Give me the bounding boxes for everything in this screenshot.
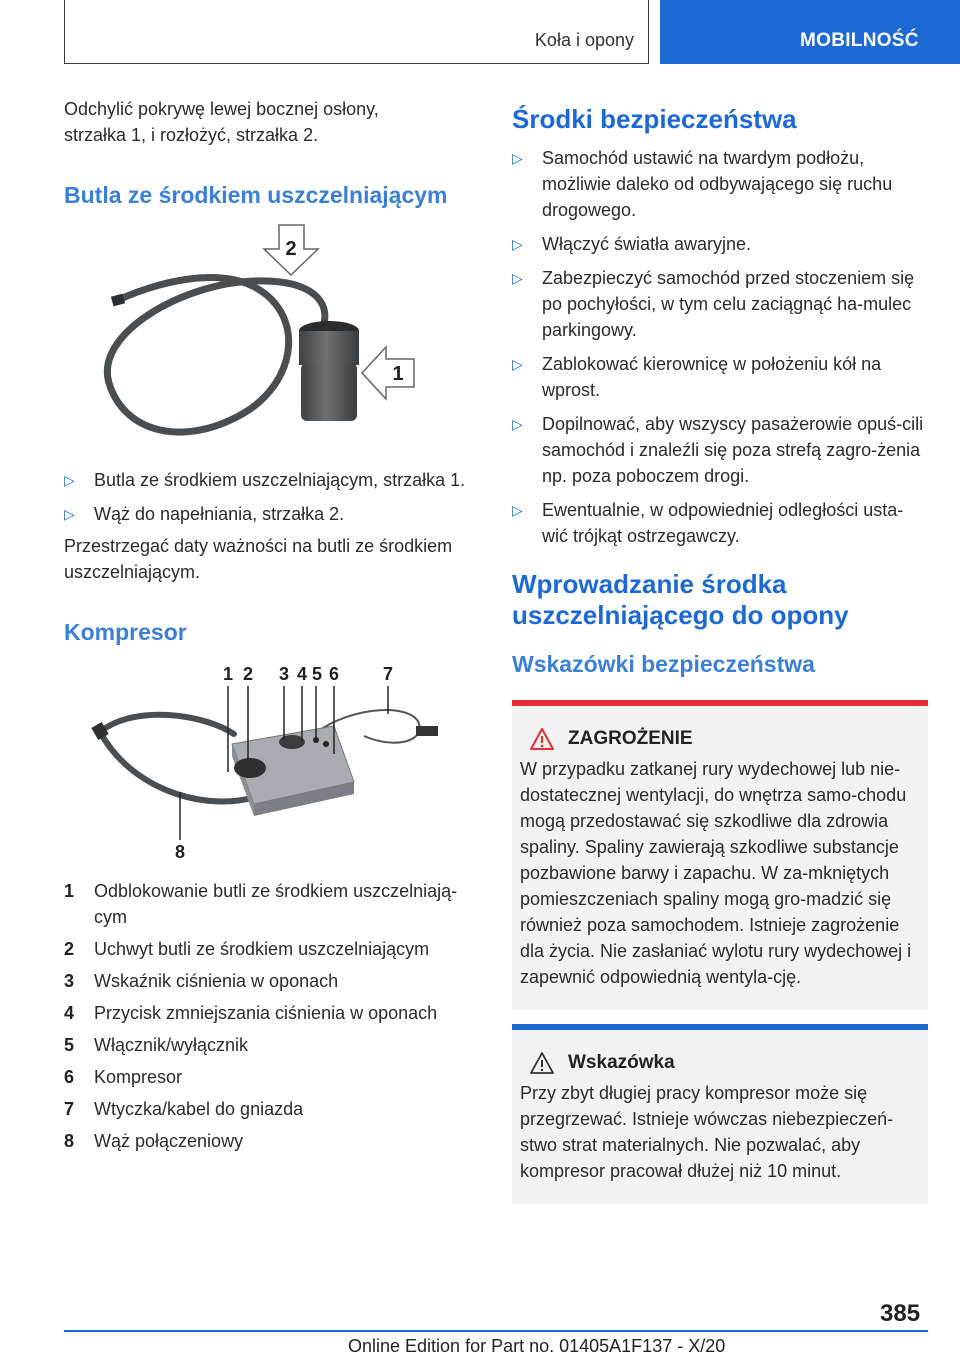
safety-bullets: [512, 145, 928, 549]
bottle-body: [301, 363, 357, 421]
list-item: 6 Kompresor: [64, 1067, 183, 1087]
list-item: 3 Wskaźnik ciśnienia w oponach: [64, 971, 339, 991]
triangle-bullet-icon: ▷: [64, 506, 75, 522]
bullet-item: ▷ Zablokować kierownicę w położeniu kół na wprost.: [512, 351, 928, 403]
header-chapter-box: [660, 0, 960, 64]
sealant-bottle-figure: [64, 223, 480, 453]
arrow-2: [264, 225, 318, 275]
triangle-bullet-icon: ▷: [512, 270, 523, 286]
hint-notice-header: [530, 1052, 920, 1074]
power-switch: [323, 741, 329, 747]
callout-4: 4: [296, 664, 308, 684]
section-title: Koła i opony: [534, 30, 634, 50]
danger-text: W przypadku zatkanej rury wydechowej lub nie‐dostatecznej wentylacji, do wnętrza samo‐chodu mogą przedostawać się szkodliwe dla zdrowia spaliny. Spaliny zawierają szkodliwe substancje pozbawione barwy i zapachu. W za‐mkniętych pomieszczeniach spaliny mogą gro‐madzić się również poza samochodem. Istnieje zagrożenie dla życia. Nie zasłaniać wylotu rury wydechowej i zapewnić odpowiednią wentyla‐cję.: [520, 759, 912, 987]
callout-3: 3: [278, 664, 290, 684]
danger-notice-header: [530, 728, 920, 750]
bullet-item: ▷ Butla ze środkiem uszczelniającym, strzałka 1.: [64, 467, 480, 493]
compressor-figure: [64, 664, 480, 864]
triangle-bullet-icon: ▷: [512, 502, 523, 518]
right-column: [512, 104, 928, 1204]
warning-triangle-icon: [530, 728, 554, 750]
intro-sealant-heading: Wprowadzanie środka uszczelniającego do opony: [512, 569, 849, 630]
list-item: 4 Przycisk zmniejszania ciśnienia w oponach: [64, 1003, 438, 1023]
arrow-2-label: 2: [285, 238, 297, 260]
expiry-note: Przestrzegać daty ważności na butli ze środkiem uszczelniającym.: [64, 536, 453, 582]
list-item: 8 Wąż połączeniowy: [64, 1131, 244, 1151]
callout-6: 6: [328, 664, 340, 684]
callout-7: 7: [382, 664, 394, 684]
bullet-item: ▷ Wąż do napełniania, strzałka 2.: [64, 501, 480, 527]
connection-hose: [100, 715, 234, 734]
compressor-heading: Kompresor: [64, 619, 187, 645]
danger-title: ZAGROŻENIE: [568, 728, 693, 749]
bullet-item: ▷ Samochód ustawić na twardym podłożu, możliwie daleko od odbywającego się ruchu drogowego.: [512, 145, 928, 223]
triangle-bullet-icon: ▷: [512, 150, 523, 166]
list-item: 5 Włącznik/wyłącznik: [64, 1035, 249, 1055]
list-item: 1 Odblokowanie butli ze środkiem uszczelniają‐cym: [64, 881, 458, 927]
pressure-gauge: [279, 735, 305, 749]
bottle-heading: Butla ze środkiem uszczelniającym: [64, 182, 448, 208]
hose-nozzle: [111, 294, 125, 307]
callout-8: 8: [174, 842, 186, 862]
callout-2: 2: [242, 664, 254, 684]
arrow-1-label: 1: [392, 363, 404, 385]
hint-notice: [512, 1024, 928, 1204]
bullet-item: ▷ Zabezpieczyć samochód przed stoczeniem się po pochyłości, w tym celu zaciągnąć ha‐mulec parkingowy.: [512, 265, 928, 343]
danger-notice: [512, 700, 928, 1010]
chapter-title: MOBILNOŚĆ: [800, 30, 919, 51]
bottle-cap: [299, 331, 359, 365]
fill-hose: [107, 278, 325, 432]
warning-triangle-icon: [530, 1052, 554, 1074]
triangle-bullet-icon: ▷: [64, 472, 75, 488]
compressor-parts-list: [64, 878, 480, 1154]
left-column: [64, 96, 480, 1160]
plug: [416, 726, 438, 736]
page-number: 385: [880, 1300, 921, 1327]
bullet-item: ▷ Włączyć światła awaryjne.: [512, 231, 928, 257]
hint-title: Wskazówka: [568, 1052, 675, 1073]
edition-footer: Online Edition for Part no. 01405A1F137 - X/20: [348, 1336, 726, 1356]
intro-paragraph: Odchylić pokrywę lewej bocznej osłony, strzałka 1, i rozłożyć, strzałka 2.: [64, 99, 379, 145]
callout-1: 1: [222, 664, 234, 684]
bottle-holder: [234, 758, 266, 778]
triangle-bullet-icon: ▷: [512, 236, 523, 252]
safety-heading: Środki bezpieczeństwa: [512, 104, 797, 134]
bottle-bullets: [64, 467, 480, 527]
list-item: 2 Uchwyt butli ze środkiem uszczelniającym: [64, 939, 430, 959]
triangle-bullet-icon: ▷: [512, 356, 523, 372]
list-item: 7 Wtyczka/kabel do gniazda: [64, 1099, 304, 1119]
bullet-item: ▷ Ewentualnie, w odpowiedniej odległości usta‐wić trójkąt ostrzegawczy.: [512, 497, 928, 549]
hint-text: Przy zbyt długiej pracy kompresor może się przegrzewać. Istnieje wówczas niebezpieczeń‐stwo strat materialnych. Nie pozwalać, aby kompresor pracował dłużej niż 10 minut.: [520, 1083, 894, 1181]
triangle-bullet-icon: ▷: [512, 416, 523, 432]
safety-tips-heading: Wskazówki bezpieczeństwa: [512, 651, 815, 677]
header-section-box: [64, 0, 649, 64]
bullet-item: ▷ Dopilnować, aby wszyscy pasażerowie opuś‐cili samochód i znaleźli się poza strefą zagro‐żenia np. poza poboczem drogi.: [512, 411, 928, 489]
callout-5: 5: [311, 664, 323, 684]
footer-divider: [64, 1330, 928, 1332]
arrow-1: [362, 347, 414, 399]
